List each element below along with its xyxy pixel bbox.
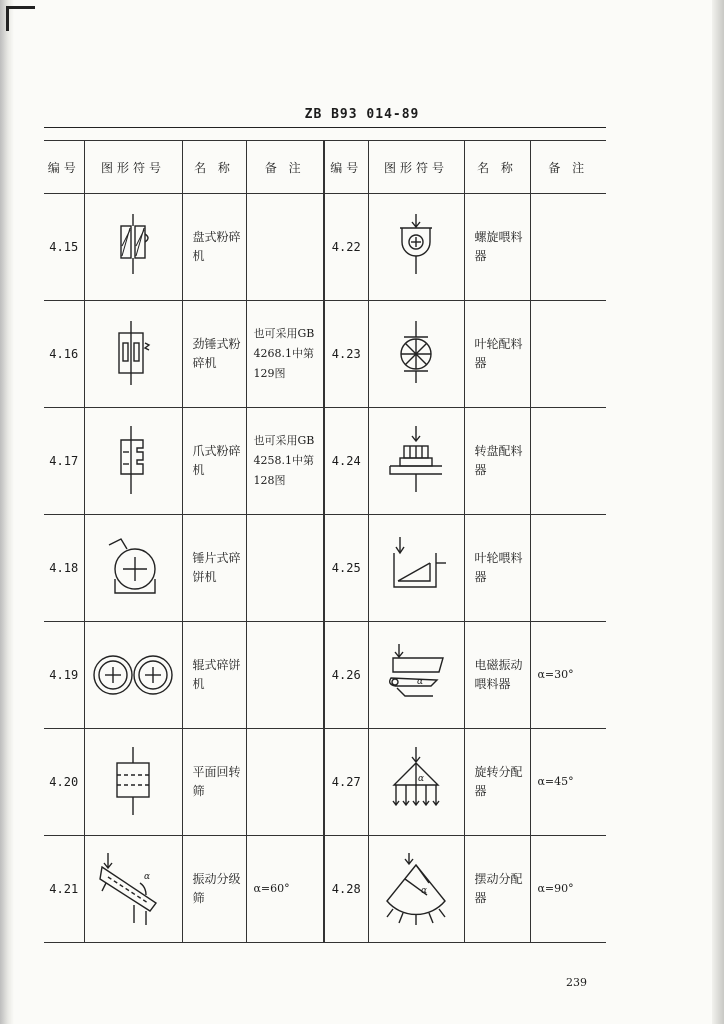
item-number: 4.26 xyxy=(324,622,368,729)
col-header-note: 备 注 xyxy=(246,141,324,194)
item-note xyxy=(530,515,606,622)
symbol-cell xyxy=(84,729,182,836)
symbol-table xyxy=(44,140,606,943)
symbol-cell xyxy=(368,836,464,943)
col-header-number: 编号 xyxy=(44,141,84,194)
symbol-cell xyxy=(368,194,464,301)
item-number: 4.20 xyxy=(44,729,84,836)
svg-text:α: α xyxy=(144,872,151,882)
col-header-name: 名 称 xyxy=(464,141,530,194)
item-note: α=45° xyxy=(530,729,606,836)
item-name: 盘式粉碎机 xyxy=(182,194,246,301)
item-note xyxy=(246,515,324,622)
table-row xyxy=(44,836,606,943)
col-header-symbol: 图形符号 xyxy=(368,141,464,194)
swing-distributor-icon xyxy=(379,849,453,929)
item-name: 叶轮喂料器 xyxy=(464,515,530,622)
item-note: α=60° xyxy=(246,836,324,943)
col-header-note: 备 注 xyxy=(530,141,606,194)
symbol-cell xyxy=(368,515,464,622)
symbol-cell xyxy=(84,515,182,622)
item-note xyxy=(246,729,324,836)
item-note xyxy=(246,194,324,301)
item-name: 爪式粉碎机 xyxy=(182,408,246,515)
table-row xyxy=(44,194,606,301)
symbol-cell xyxy=(368,622,464,729)
claw-mill-icon xyxy=(103,424,163,498)
col-header-symbol: 图形符号 xyxy=(84,141,182,194)
item-name: 旋转分配器 xyxy=(464,729,530,836)
item-number: 4.21 xyxy=(44,836,84,943)
impeller-feeder-icon xyxy=(386,319,446,389)
table-row xyxy=(44,515,606,622)
symbol-cell xyxy=(368,729,464,836)
item-number: 4.16 xyxy=(44,301,84,408)
svg-text:α: α xyxy=(418,774,425,784)
standard-code-header: ZB B93 014-89 xyxy=(304,107,420,122)
item-name: 振动分级筛 xyxy=(182,836,246,943)
item-name: 转盘配料器 xyxy=(464,408,530,515)
symbol-cell xyxy=(368,301,464,408)
symbol-cell xyxy=(84,622,182,729)
rotary-distributor-icon xyxy=(384,745,448,819)
scan-corner-mark xyxy=(6,6,35,31)
item-note xyxy=(530,301,606,408)
item-number: 4.22 xyxy=(324,194,368,301)
item-number: 4.17 xyxy=(44,408,84,515)
disc-mill-icon xyxy=(103,212,163,282)
item-number: 4.27 xyxy=(324,729,368,836)
symbol-cell xyxy=(84,301,182,408)
symbol-cell xyxy=(84,408,182,515)
plane-rotary-screen-icon xyxy=(105,745,161,819)
item-note xyxy=(530,408,606,515)
item-number: 4.24 xyxy=(324,408,368,515)
symbol-cell xyxy=(84,194,182,301)
item-name: 摆动分配器 xyxy=(464,836,530,943)
table-row xyxy=(44,408,606,515)
item-note: 也可采用GB 4258.1中第128图 xyxy=(246,408,324,515)
item-name: 辊式碎饼机 xyxy=(182,622,246,729)
rotary-disc-feeder-icon xyxy=(384,424,448,498)
svg-text:α: α xyxy=(421,886,428,896)
item-number: 4.23 xyxy=(324,301,368,408)
item-note: α=30° xyxy=(530,622,606,729)
hammer-blade-crusher-icon xyxy=(101,533,165,603)
symbol-cell xyxy=(368,408,464,515)
roller-crusher-icon xyxy=(91,645,175,705)
col-header-name: 名 称 xyxy=(182,141,246,194)
header-rule xyxy=(44,127,606,128)
impeller-feeder-2-icon xyxy=(384,533,448,603)
screw-feeder-icon xyxy=(386,212,446,282)
item-number: 4.18 xyxy=(44,515,84,622)
item-number: 4.28 xyxy=(324,836,368,943)
table-header-row xyxy=(44,141,606,194)
item-number: 4.19 xyxy=(44,622,84,729)
symbol-cell xyxy=(84,836,182,943)
page-number: 239 xyxy=(566,976,587,989)
item-name: 电磁振动喂料器 xyxy=(464,622,530,729)
item-number: 4.25 xyxy=(324,515,368,622)
item-name: 螺旋喂料器 xyxy=(464,194,530,301)
scan-edge-right xyxy=(712,0,724,1024)
item-name: 劲锤式粉碎机 xyxy=(182,301,246,408)
vibrating-grading-screen-icon xyxy=(96,849,170,929)
item-name: 平面回转筛 xyxy=(182,729,246,836)
col-header-number: 编号 xyxy=(324,141,368,194)
svg-text:α: α xyxy=(417,677,424,687)
item-note: 也可采用GB 4268.1中第129图 xyxy=(246,301,324,408)
scan-edge-left xyxy=(0,0,14,1024)
table-row xyxy=(44,729,606,836)
item-note xyxy=(530,194,606,301)
item-name: 锤片式碎饼机 xyxy=(182,515,246,622)
table-row xyxy=(44,622,606,729)
item-number: 4.15 xyxy=(44,194,84,301)
item-note: α=90° xyxy=(530,836,606,943)
item-name: 叶轮配料器 xyxy=(464,301,530,408)
table-row xyxy=(44,301,606,408)
electromagnetic-vibrating-feeder-icon xyxy=(381,640,451,710)
item-note xyxy=(246,622,324,729)
hammer-mill-icon xyxy=(103,319,163,389)
